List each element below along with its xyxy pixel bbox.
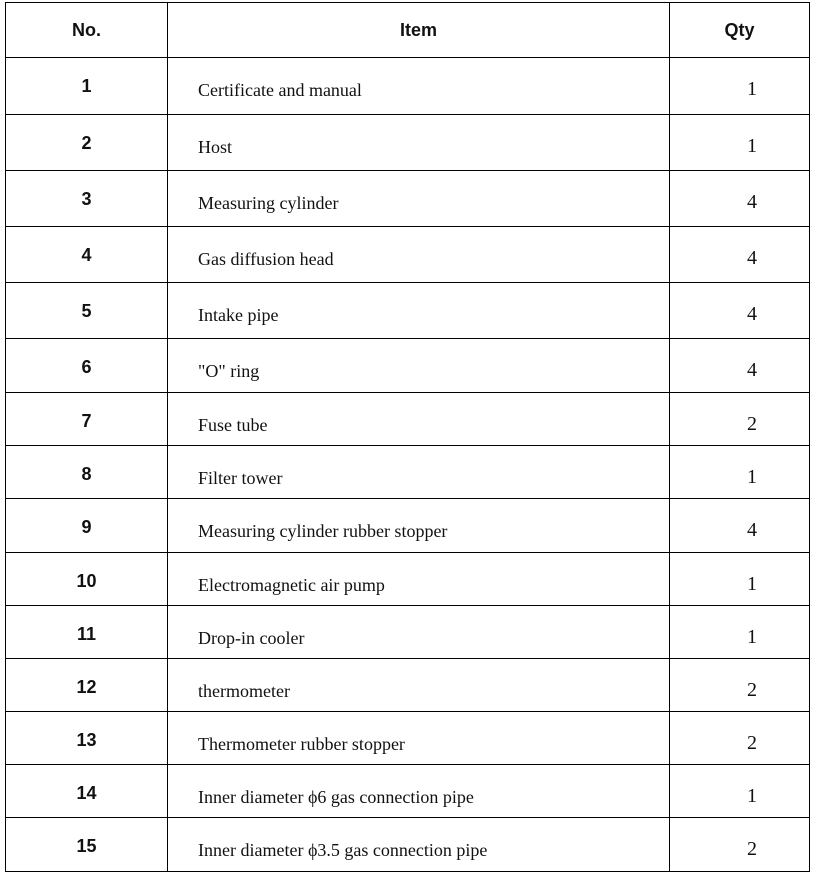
row-number: 11: [6, 606, 168, 659]
table-row: [6, 58, 810, 115]
row-item: Inner diameter ϕ3.5 gas connection pipe: [168, 818, 670, 872]
row-item: Inner diameter ϕ6 gas connection pipe: [168, 765, 670, 818]
table-row: [6, 553, 810, 606]
table-row: [6, 765, 810, 818]
row-number: 3: [6, 171, 168, 227]
row-number: 13: [6, 712, 168, 765]
row-number: 10: [6, 553, 168, 606]
row-qty: 1: [670, 606, 810, 659]
row-number: 4: [6, 227, 168, 283]
table-row: [6, 818, 810, 872]
row-number: 12: [6, 659, 168, 712]
row-qty: 1: [670, 446, 810, 499]
table-row: [6, 283, 810, 339]
row-number: 6: [6, 339, 168, 393]
table-row: [6, 339, 810, 393]
table-row: [6, 227, 810, 283]
table-row: [6, 499, 810, 553]
row-item: Intake pipe: [168, 283, 670, 339]
row-number: 5: [6, 283, 168, 339]
row-qty: 1: [670, 115, 810, 171]
row-qty: 4: [670, 283, 810, 339]
row-qty: 1: [670, 765, 810, 818]
row-item: Thermometer rubber stopper: [168, 712, 670, 765]
row-item: thermometer: [168, 659, 670, 712]
row-item: Certificate and manual: [168, 58, 670, 115]
row-qty: 2: [670, 712, 810, 765]
row-qty: 1: [670, 58, 810, 115]
row-number: 15: [6, 818, 168, 872]
row-item: "O" ring: [168, 339, 670, 393]
row-item: Fuse tube: [168, 393, 670, 446]
table-row: [6, 712, 810, 765]
row-qty: 2: [670, 659, 810, 712]
row-item: Gas diffusion head: [168, 227, 670, 283]
table-row: [6, 659, 810, 712]
header-item: Item: [168, 3, 670, 58]
row-qty: 4: [670, 339, 810, 393]
packing-list-table: [5, 2, 810, 872]
row-qty: 1: [670, 553, 810, 606]
row-item: Electromagnetic air pump: [168, 553, 670, 606]
row-item: Measuring cylinder: [168, 171, 670, 227]
row-qty: 4: [670, 171, 810, 227]
table-row: [6, 446, 810, 499]
row-item: Filter tower: [168, 446, 670, 499]
row-qty: 2: [670, 393, 810, 446]
row-number: 2: [6, 115, 168, 171]
row-item: Host: [168, 115, 670, 171]
row-number: 14: [6, 765, 168, 818]
row-number: 1: [6, 58, 168, 115]
row-number: 8: [6, 446, 168, 499]
header-row: [6, 3, 810, 58]
header-no: No.: [6, 3, 168, 58]
table-row: [6, 606, 810, 659]
row-number: 9: [6, 499, 168, 553]
table-row: [6, 171, 810, 227]
row-qty: 4: [670, 499, 810, 553]
packing-list: [5, 2, 810, 872]
table-row: [6, 115, 810, 171]
row-qty: 4: [670, 227, 810, 283]
row-qty: 2: [670, 818, 810, 872]
row-item: Drop-in cooler: [168, 606, 670, 659]
header-qty: Qty: [670, 3, 810, 58]
row-number: 7: [6, 393, 168, 446]
table-row: [6, 393, 810, 446]
row-item: Measuring cylinder rubber stopper: [168, 499, 670, 553]
